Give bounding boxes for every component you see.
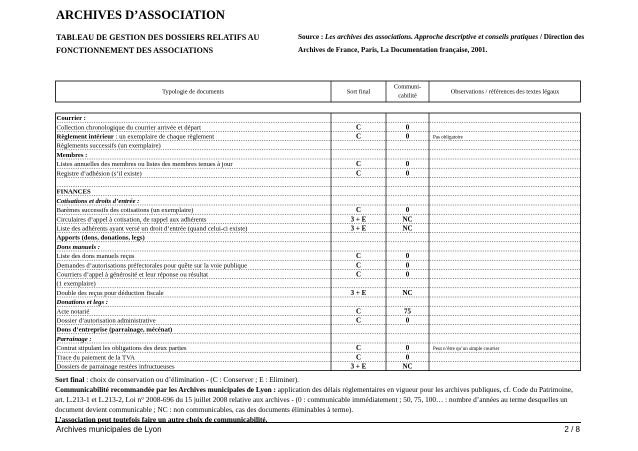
row-description [57,262,248,269]
row-description-main: FINANCES [56,188,91,196]
row-sort-final: C [355,252,362,261]
table-row [57,152,88,159]
note-association-choice: L’association peut toutefois faire un autre choix de communicabilité. [55,415,268,425]
row-description-main: Circulaires d’appel à cotisation, de rappel aux adhérents [56,216,207,224]
row-description [57,290,164,297]
row-description [57,327,173,334]
table-row [57,353,410,361]
source-title: Les archives des associations. Approche descriptive et conseils pratiques [325,33,539,41]
row-description-main: Membres : [56,151,88,159]
row-description [57,235,145,242]
row-description [57,143,161,150]
row-observation: Peut n’être qu’un simple courrier [433,347,500,353]
row-description-main: Registre d’adhésion (s’il existe) [56,170,142,178]
row-description [57,198,140,205]
table-row [57,189,91,196]
footer-organization: Archives municipales de Lyon [56,425,162,434]
row-description-main: Trace du paiement de la TVA [56,354,135,362]
row-description [56,244,100,251]
row-sort-final: C [355,160,362,169]
row-description [57,318,156,325]
row-description [57,152,88,159]
row-description-main: Apports (dons, donations, legs) [56,234,145,242]
row-communicabilite: 0 [405,344,410,353]
row-communicabilite: 0 [405,132,410,141]
table-row [57,252,410,260]
legend-notes [55,375,580,425]
row-description-main: Dons d’entreprise (parrainage, mécénat) [56,326,173,334]
row-description-main: Liste des dons manuels reçus [56,253,135,261]
table-row [57,160,410,168]
row-communicabilite: 0 [405,252,410,261]
row-description [57,134,215,141]
row-description-main: Dossiers de parrainage restées infructueuses [56,363,175,371]
row-communicabilite: 0 [405,353,410,362]
row-description [57,216,207,223]
row-description [56,299,108,306]
table-row [57,123,410,131]
row-description-main: Règlement intérieur [56,133,114,141]
row-sort-final: C [355,353,362,362]
row-sort-final: C [355,270,362,279]
row-communicabilite: NC [402,288,413,297]
row-description-main: Listes annuelles des membres ou listes des membres tenues à jour [56,161,233,169]
table-subtitle: TABLEAU DE GESTION DES DOSSIERS RELATIFS AU FONCTIONNEMENT DES ASSOCIATIONS [56,33,260,55]
row-sort-final: C [355,316,362,325]
row-description [57,207,194,214]
row-description [57,124,202,131]
row-sort-final: 3 + E [350,224,367,233]
note-sort-final [55,375,580,385]
row-description [57,189,91,196]
row-description-main: Liste des adhérents ayant versé un droit d’entrée (quand celui-ci existe) [56,225,248,233]
row-communicabilite: 0 [405,316,410,325]
note-sort-final-label: Sort final [55,375,85,384]
row-description-main: Collection chronologique du courrier arrivée et départ [56,124,201,132]
row-sort-final: C [355,206,362,215]
row-sort-final: C [355,123,362,132]
row-sort-final: C [355,132,362,141]
row-sort-final: C [355,169,362,178]
header-typologie: Typologie de documents [162,88,224,96]
table-row [56,299,108,306]
table-row [57,317,410,325]
records-table [55,80,581,372]
row-description-main: Demandes d’autorisations préfectorales pour quête sur la voie publique [56,262,248,270]
row-communicabilite: 0 [405,123,410,132]
table-row [57,289,413,297]
table-row [57,215,413,223]
row-description [57,308,90,315]
row-description-main: Courrier : [56,115,86,123]
row-sort-final: C [355,261,362,270]
row-description [57,161,234,168]
table-row [57,261,410,269]
row-description-main: Cotisations et droits d’entrée : [56,197,140,205]
header-observations: Observations / références des textes légaux [450,88,560,96]
table-row [57,133,464,141]
row-description-main: Donations et legs : [56,299,108,307]
row-communicabilite: 0 [405,270,410,279]
table-row [57,235,145,242]
row-communicabilite: 0 [405,206,410,215]
table-body [56,115,500,370]
table-row [57,363,413,371]
row-description-main: Contrat stipulant les obligations des deux parties [56,345,187,353]
row-description-main: Courriers d’appel à générosité et leur réponse ou résultat [56,271,209,279]
header-sort-final: Sort final [346,88,371,96]
table-row [57,169,410,177]
header-communicabilite-line2: cabilité [398,92,417,100]
table-row [57,225,413,233]
row-description [57,115,86,122]
row-description-tail: : un exemplaire de chaque règlement [113,133,215,141]
table-row [57,143,161,150]
table-row [57,344,500,352]
row-description-main: Barèmes successifs des cotisations (un exemplaire) [56,207,194,215]
row-description-main: (1 exemplaire) [56,280,96,288]
row-description [57,336,92,343]
row-description [57,253,135,260]
footer-rule [55,422,581,423]
row-description-main: Règlements successifs (un exemplaire) [56,142,161,150]
row-description [57,281,96,288]
row-communicabilite: 0 [405,160,410,169]
table-row [57,327,173,334]
note-sort-final-text: : choix de conservation ou d’élimination - (C : Conserver ; E : Eliminer). [84,375,299,384]
row-observation: Pas obligatoire [433,135,463,141]
row-sort-final: 3 + E [350,288,367,297]
row-sort-final: 3 + E [350,362,367,371]
row-sort-final: 3 + E [350,215,367,224]
page-number: 2 / 8 [564,425,580,434]
row-sort-final: C [355,344,362,353]
row-communicabilite: 0 [405,169,410,178]
row-description-main: Acte notarié [56,308,90,316]
row-description-main: Dossier d’autorisation administrative [56,317,156,325]
row-sort-final: C [355,307,362,316]
table-row [57,206,410,214]
source-label: Source : [298,33,324,41]
note-communicability [55,385,580,415]
note-communicability-label: Communicabilité recommandée par les Archives municipales de Lyon : [55,385,276,395]
table-row [57,336,92,343]
row-description [57,354,136,361]
note-communicability-text: application des délais réglementaires en vigueur pour les archives publiques, cf. Code du Patrimoine, art. L.213-1 et L.213-2, Loi n° 2008-696 du 15 juillet 2008 relative aux archives - (0 : communicable immédiatement ; 50, 75, 100… : nombre d’années au terme desquelles un document devient communicable ; NC : non communicables, cas des documents éliminables à terme). [55,385,573,415]
row-description [57,272,209,279]
row-description [57,364,175,371]
source-publisher: / Direction des Archives de France, Paris, La Documentation française, 2001. [298,33,585,54]
row-communicabilite: NC [402,215,413,224]
table-row [57,281,96,288]
row-description-main: Parrainage : [56,335,92,343]
table-row [57,115,86,122]
row-communicabilite: NC [402,224,413,233]
table-row [57,198,140,205]
row-description-main: Dons manuels : [56,243,100,251]
row-description-main: Double des reçus pour déduction fiscale [56,289,164,297]
table-row [57,271,410,279]
page-footer [56,425,580,434]
row-communicabilite: NC [402,362,413,371]
source-reference [298,31,598,57]
table-row [57,307,412,315]
row-description [57,170,142,177]
table-row [56,244,100,251]
header-communicabilite-line1: Communi- [393,83,422,91]
row-communicabilite: 0 [405,261,410,270]
table-header [162,84,560,100]
row-description [57,226,248,233]
row-communicabilite: 75 [404,307,411,316]
row-description [57,345,187,352]
document-title: ARCHIVES D’ASSOCIATION [56,8,225,22]
